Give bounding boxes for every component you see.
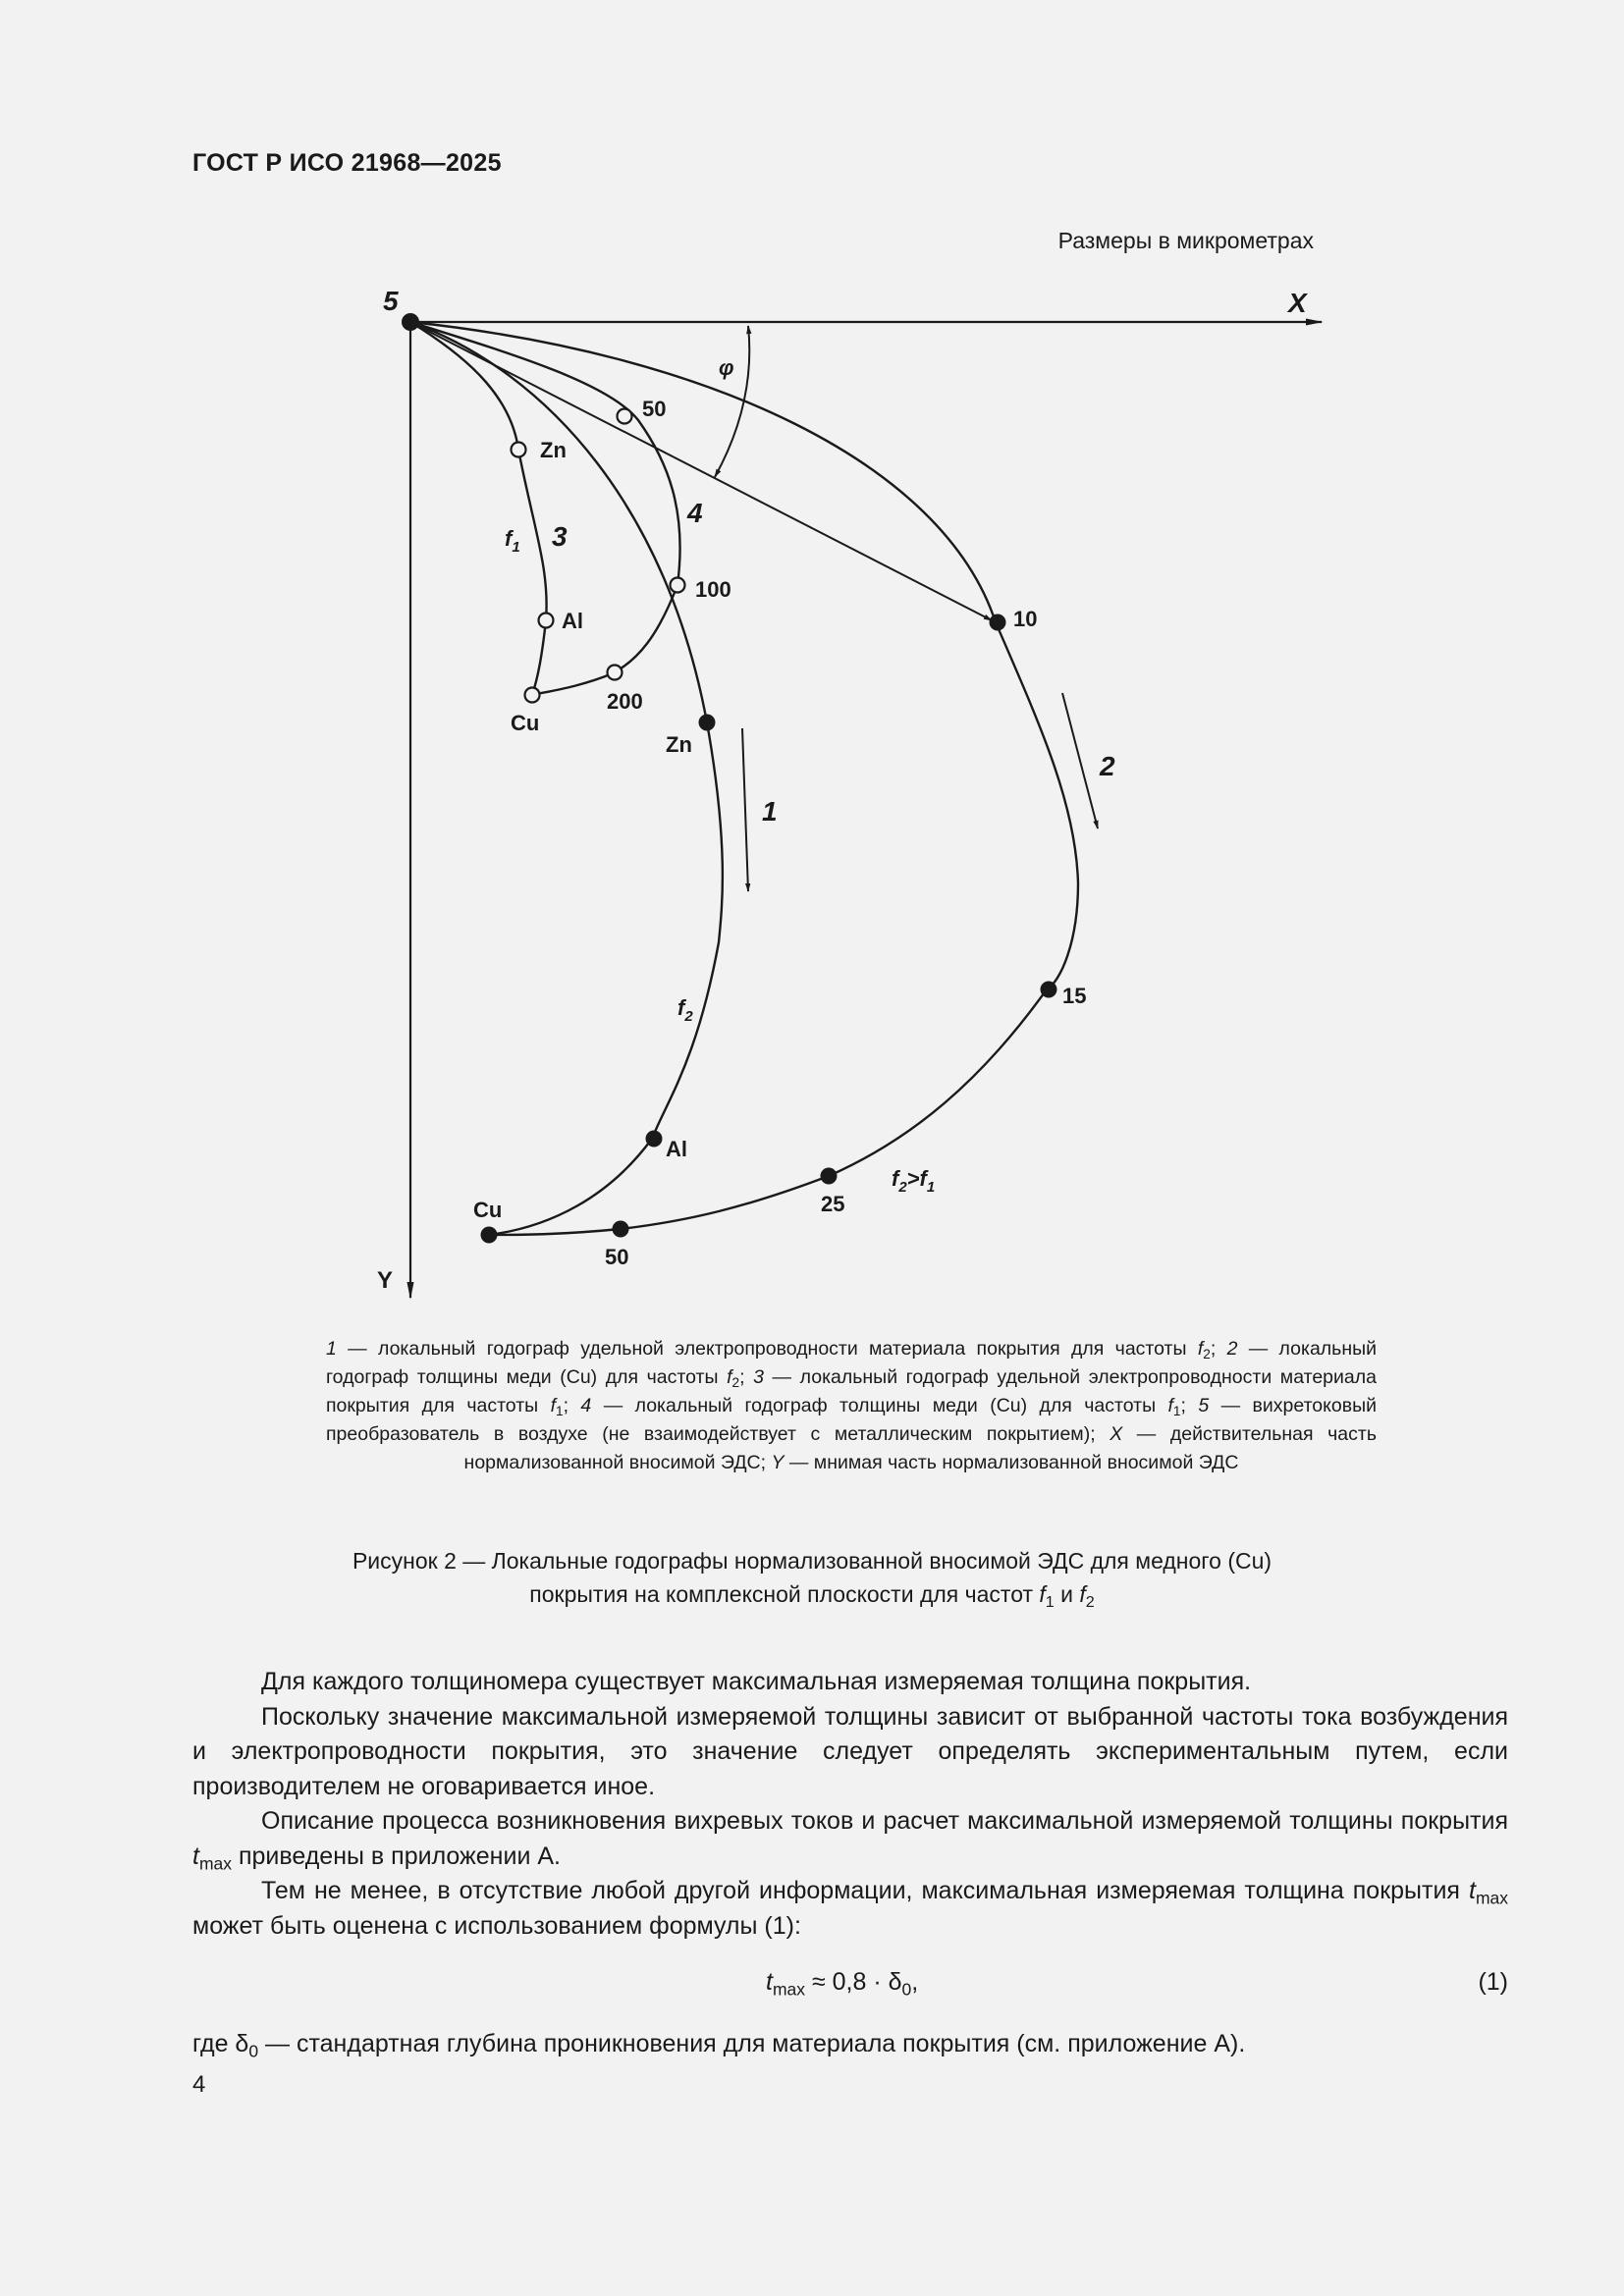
origin-point xyxy=(402,313,419,331)
point-50-f1 xyxy=(618,409,632,424)
paragraph-3: Описание процесса возникновения вихревых токов и расчет максимальной измеряемой толщины покрытия $t_{max}$ приведены в приложении А. xyxy=(192,1807,1508,1873)
formula-explanation: где $\delta_0$ — стандартная глубина проникновения для материала покрытия (см. приложение А). xyxy=(192,2030,1246,2061)
point-zn-f1 xyxy=(512,443,526,457)
label-zn-f2: Zn xyxy=(666,732,692,757)
curve-label-1: 1 xyxy=(762,796,778,827)
label-zn-f1: Zn xyxy=(540,438,567,462)
curve-1-direction-arrow xyxy=(742,728,748,891)
page-number: 4 xyxy=(192,2071,206,2098)
document-header: ГОСТ Р ИСО 21968—2025 xyxy=(192,149,502,177)
curve-label-4: 4 xyxy=(687,498,703,528)
freq-label-f2: $f_2$ xyxy=(677,995,693,1025)
point-al-f2 xyxy=(646,1131,663,1148)
point-zn-f2 xyxy=(699,715,716,731)
units-note: Размеры в микрометрах xyxy=(1057,228,1314,253)
figure-caption xyxy=(236,1544,1388,1611)
freq-relation-label: $f_2>f_1$ xyxy=(892,1166,936,1196)
label-50-f1: 50 xyxy=(642,397,667,421)
point-100-f1 xyxy=(671,578,685,593)
caption-line-1: Рисунок 2 — Локальные годографы нормализованной вносимой ЭДС для медного (Cu) xyxy=(352,1548,1272,1574)
paragraph-2: Поскольку значение максимальной измеряемой толщины зависит от выбранной частоты тока возбуждения и электропроводности покрытия, это значение следует определять экспериментальным путем, если производителем не оговаривается иное. xyxy=(192,1702,1508,1800)
point-al-f1 xyxy=(539,614,554,628)
point-50-f2 xyxy=(613,1221,629,1238)
label-al-f1: Al xyxy=(562,609,583,633)
label-15-f2: 15 xyxy=(1062,984,1087,1008)
body-text xyxy=(192,1665,1508,1944)
label-al-f2: Al xyxy=(666,1137,687,1161)
angle-label: φ xyxy=(719,355,734,380)
curve-3-conductivity-f1 xyxy=(410,322,547,695)
point-25-f2 xyxy=(821,1168,838,1185)
curve-label-2: 2 xyxy=(1100,751,1115,781)
curve-4-thickness-f1 xyxy=(410,322,680,695)
label-200-f1: 200 xyxy=(607,689,643,714)
label-25-f2: 25 xyxy=(821,1192,845,1216)
point-cu-f2 xyxy=(481,1227,498,1244)
origin-label: 5 xyxy=(383,286,399,316)
point-200-f1 xyxy=(608,666,623,680)
paragraph-1: Для каждого толщиномера существует максимальная измеряемая толщина покрытия. xyxy=(261,1668,1252,1695)
caption-line-2: покрытия на комплексной плоскости для частот $f_1$ и $f_2$ xyxy=(529,1581,1095,1611)
point-15-f2 xyxy=(1041,982,1057,998)
label-cu-f2: Cu xyxy=(473,1198,503,1222)
paragraph-4: Тем не менее, в отсутствие любой другой информации, максимальная измеряемая толщина покрытия $t_{max}$ может быть оценена с использованием формулы (1): xyxy=(192,1877,1508,1940)
freq-label-f1: $f_1$ xyxy=(505,526,520,556)
label-50-f2: 50 xyxy=(605,1245,629,1269)
point-10-f2 xyxy=(990,614,1006,631)
label-100-f1: 100 xyxy=(695,577,731,602)
label-cu-f1: Cu xyxy=(511,711,540,735)
curve-label-3: 3 xyxy=(552,521,568,552)
point-cu-f1 xyxy=(525,688,540,703)
label-10-f2: 10 xyxy=(1013,607,1038,631)
formula-1 xyxy=(0,1968,1624,2007)
formula-expression: $t_{max} \approx 0,8 \cdot \delta_0$, xyxy=(766,1968,919,2000)
axis-x-label: X xyxy=(1288,288,1307,318)
formula-number: (1) xyxy=(1478,1968,1508,1996)
figure-legend: 1 — локальный годограф удельной электропроводности материала покрытия для частоты $f_2$; 2 — локальный годограф толщины меди (Cu) для частоты $f_2$; 3 — локальный годограф удельной электропроводности материала покрытия для частоты $f_1$; 4 — локальный годограф толщины меди (Cu) для частоты $f_1$; 5 — вихретоковый преобразователь в воздухе (не взаимодействует с металлическим покрытием); X — действительная часть нормализованной вносимой ЭДС; Y — мнимая часть нормализованной вносимой ЭДС xyxy=(326,1338,1378,1473)
axis-y-label: Y xyxy=(377,1267,394,1294)
